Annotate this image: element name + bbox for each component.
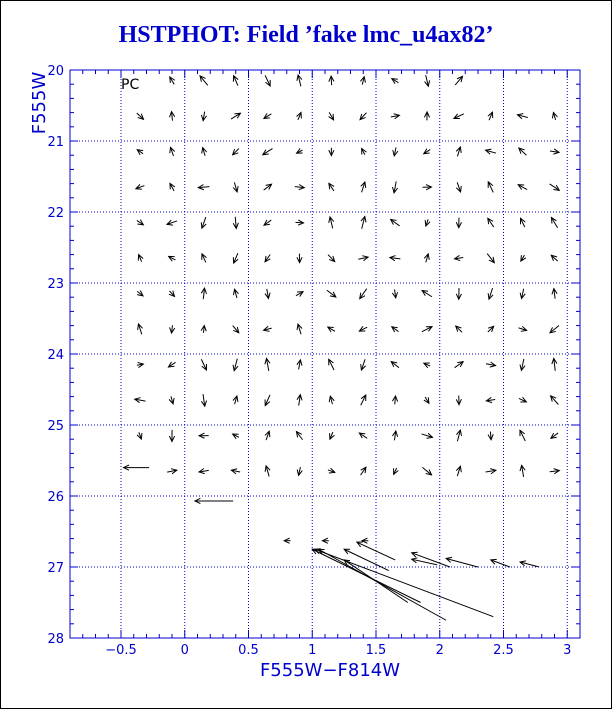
small-vector — [167, 220, 177, 225]
vector-head — [329, 183, 334, 189]
small-vector — [456, 326, 462, 332]
small-vector — [550, 184, 560, 190]
small-vector — [233, 76, 238, 86]
small-vector — [201, 288, 206, 299]
small-vector — [169, 291, 175, 297]
small-vector — [519, 148, 527, 155]
small-vector — [329, 148, 334, 156]
small-vector — [233, 396, 238, 404]
small-vector — [394, 468, 399, 474]
panel-label: PC — [121, 77, 140, 94]
small-vector — [422, 327, 432, 332]
offset-vector — [520, 561, 539, 567]
small-vector — [422, 291, 432, 297]
small-vector — [360, 289, 367, 299]
small-vector — [360, 77, 365, 85]
small-vector — [169, 112, 174, 121]
x-tick-label: −0.5 — [105, 643, 137, 658]
y-tick-label: 22 — [47, 206, 64, 221]
small-vector — [265, 289, 270, 299]
y-axis-label: F555W — [29, 71, 50, 135]
small-vector — [329, 396, 334, 404]
small-vector — [551, 255, 557, 261]
small-vector — [390, 256, 401, 261]
offset-vector — [446, 557, 478, 567]
offset-vector — [322, 538, 328, 543]
small-vector — [137, 291, 143, 296]
small-vector — [358, 256, 368, 261]
small-vector — [551, 433, 558, 438]
small-vector — [137, 220, 143, 225]
small-vector — [423, 185, 432, 190]
small-vector — [425, 219, 430, 226]
small-vector — [297, 75, 302, 86]
x-tick-label: 0.5 — [238, 643, 259, 658]
small-vector — [169, 396, 174, 403]
small-vector — [329, 76, 334, 85]
small-vector — [455, 255, 464, 260]
vector-shaft — [412, 553, 450, 567]
small-vector — [454, 114, 464, 119]
small-vector — [393, 147, 398, 155]
x-tick-label: 2.5 — [493, 643, 514, 658]
small-vector — [170, 77, 175, 84]
small-vector — [488, 218, 494, 227]
small-vector — [486, 469, 496, 474]
small-vector — [391, 362, 399, 368]
small-vector — [202, 148, 207, 156]
small-vector — [265, 431, 270, 440]
small-vector — [135, 398, 146, 403]
small-vector — [359, 326, 367, 331]
small-vector — [422, 467, 431, 475]
small-vector — [329, 183, 334, 191]
vector-shaft — [312, 549, 420, 602]
small-vector — [486, 149, 496, 154]
small-vector — [456, 182, 461, 192]
small-vector — [328, 468, 335, 473]
small-vector — [199, 433, 209, 438]
small-vector — [201, 359, 206, 370]
vector-shaft — [319, 549, 447, 620]
offset-vector — [195, 498, 233, 503]
small-vector — [265, 358, 270, 370]
small-vector — [264, 113, 271, 118]
small-vector — [297, 360, 302, 370]
small-vector — [297, 148, 303, 153]
chart-title: HSTPHOT: Field ’fake lmc_u4ax82’ — [118, 22, 494, 48]
small-vector — [392, 289, 397, 297]
vector-shaft — [315, 549, 494, 616]
small-vector — [297, 112, 302, 119]
small-vector — [520, 359, 525, 370]
vector-head — [424, 397, 429, 403]
vector-head — [422, 291, 428, 296]
small-vector — [296, 432, 302, 440]
small-vector — [265, 75, 270, 86]
small-vector — [170, 325, 175, 333]
small-vector — [329, 359, 334, 370]
small-vector — [550, 149, 559, 154]
small-vector — [233, 359, 238, 371]
small-vector — [552, 289, 557, 299]
small-vector — [170, 183, 175, 191]
small-vector — [518, 185, 527, 190]
small-vector — [297, 467, 302, 475]
small-vector — [519, 397, 526, 402]
small-vector — [391, 219, 400, 226]
small-vector — [362, 149, 367, 155]
small-vector — [295, 184, 305, 189]
small-vector — [202, 254, 207, 263]
x-tick-label: 0 — [180, 643, 189, 658]
small-vector — [137, 150, 143, 155]
vector-head — [264, 113, 270, 118]
vector-head — [424, 149, 430, 154]
small-vector — [233, 253, 238, 263]
small-vector — [487, 254, 494, 263]
small-vector — [424, 363, 430, 368]
y-tick-label: 26 — [47, 490, 64, 505]
small-vector — [169, 256, 176, 261]
vector-head — [263, 150, 269, 155]
small-vector — [233, 182, 238, 192]
small-vector — [233, 434, 239, 439]
small-vector — [552, 112, 557, 119]
small-vector — [456, 396, 461, 405]
small-vector — [201, 217, 206, 228]
small-vector — [295, 220, 303, 225]
small-vector — [200, 76, 208, 85]
small-vector — [233, 326, 239, 333]
small-vector — [456, 288, 461, 299]
small-vector — [425, 75, 430, 86]
x-axis-label: F555W−F814W — [259, 660, 401, 681]
small-vector — [328, 327, 335, 332]
small-vector — [521, 218, 526, 227]
small-vector — [297, 395, 302, 406]
small-vector — [424, 254, 429, 262]
vector-shaft — [446, 558, 478, 567]
small-vector — [392, 79, 399, 84]
small-vector — [486, 397, 495, 402]
x-tick-label: 1.5 — [365, 643, 387, 658]
small-vector — [421, 433, 432, 438]
small-vector — [231, 469, 240, 474]
small-vector — [520, 289, 525, 299]
small-vector — [361, 467, 366, 475]
offset-vector — [312, 549, 420, 602]
offset-vector — [124, 465, 150, 470]
small-vector — [297, 324, 302, 334]
small-vector — [488, 112, 493, 120]
small-vector — [265, 255, 270, 262]
offset-vector — [362, 538, 368, 543]
small-vector — [361, 395, 366, 405]
small-vector — [263, 149, 273, 155]
small-vector — [296, 292, 303, 297]
small-vector — [138, 324, 143, 334]
small-vector — [359, 433, 367, 438]
small-vector — [327, 290, 336, 297]
small-vector — [136, 184, 145, 189]
y-tick-label: 27 — [47, 561, 64, 576]
y-tick-label: 20 — [47, 64, 64, 79]
small-vector — [521, 255, 526, 261]
small-vector — [330, 432, 335, 439]
small-vector — [488, 182, 493, 193]
small-vector — [455, 362, 464, 368]
small-vector — [231, 113, 240, 119]
offset-vector — [315, 549, 494, 617]
small-vector — [264, 220, 271, 225]
small-vector — [551, 396, 559, 405]
small-vector — [361, 182, 366, 192]
y-tick-label: 21 — [47, 135, 64, 150]
small-vector — [297, 254, 302, 263]
small-vector — [550, 469, 560, 474]
small-vector — [233, 289, 238, 298]
y-tick-label: 28 — [47, 632, 64, 647]
small-vector — [137, 432, 142, 439]
vector-head — [235, 113, 241, 118]
small-vector — [137, 362, 143, 367]
small-vector — [201, 326, 206, 333]
small-vector — [488, 288, 493, 299]
small-vector — [488, 432, 493, 440]
small-vector — [424, 397, 429, 403]
small-vector — [456, 147, 461, 156]
offset-vector — [319, 549, 447, 620]
small-vector — [551, 218, 557, 228]
small-vector — [520, 465, 525, 477]
small-vector — [199, 469, 209, 474]
small-vector — [265, 466, 270, 477]
small-vector — [198, 185, 209, 190]
small-vector — [392, 431, 397, 440]
small-vector — [486, 362, 496, 367]
small-vector — [392, 327, 399, 332]
small-vector — [552, 358, 557, 370]
small-vector — [170, 147, 175, 156]
offset-vector — [412, 552, 450, 567]
y-tick-label: 23 — [47, 277, 64, 292]
small-vector — [424, 149, 431, 154]
small-vector — [361, 359, 366, 370]
small-vector — [233, 217, 238, 229]
small-vector — [329, 217, 334, 228]
small-vector — [550, 325, 559, 332]
offset-vector — [284, 538, 290, 543]
y-tick-label: 24 — [47, 348, 64, 363]
small-vector — [392, 396, 397, 404]
small-vector — [264, 184, 272, 190]
small-vector — [456, 218, 461, 228]
x-tick-label: 2 — [435, 643, 444, 658]
small-vector — [488, 326, 494, 332]
small-vector — [455, 76, 462, 85]
small-vector — [456, 430, 461, 441]
small-vector — [361, 217, 366, 229]
small-vector — [137, 113, 144, 119]
small-vector — [233, 148, 239, 154]
small-vector — [169, 430, 174, 442]
small-vector — [360, 113, 366, 120]
small-vector — [167, 469, 177, 474]
small-vector — [329, 112, 334, 119]
vector-head — [168, 362, 174, 367]
small-vector — [391, 114, 400, 119]
small-vector — [519, 326, 527, 331]
small-vector — [517, 114, 527, 119]
small-vector — [265, 395, 270, 406]
small-vector — [138, 255, 143, 262]
small-vector — [201, 394, 206, 406]
offset-vector — [491, 559, 510, 567]
small-vector — [168, 362, 175, 367]
y-tick-label: 25 — [47, 419, 64, 434]
x-tick-label: 1 — [308, 643, 317, 658]
x-tick-label: 3 — [563, 643, 572, 658]
small-vector — [456, 466, 461, 476]
small-vector — [264, 326, 272, 331]
small-vector — [392, 181, 397, 192]
small-vector — [520, 430, 525, 441]
small-vector — [424, 112, 429, 120]
small-vector — [328, 255, 335, 262]
small-vector — [201, 112, 206, 121]
